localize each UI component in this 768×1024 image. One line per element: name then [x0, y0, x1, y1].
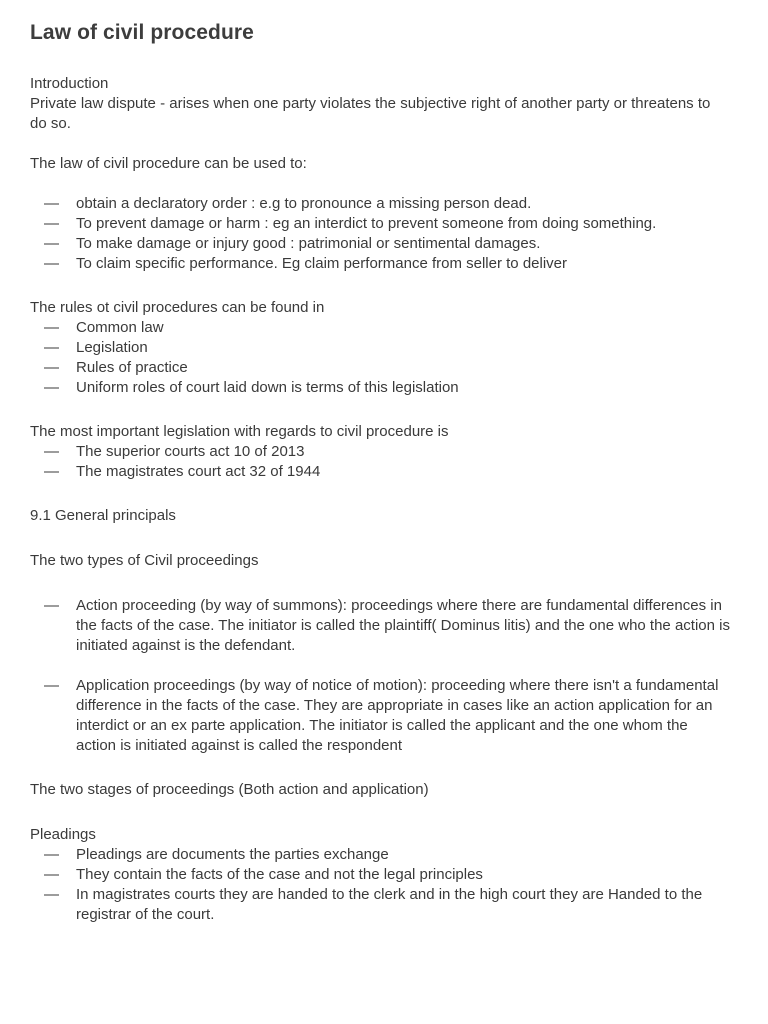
- list-item: — To prevent damage or harm : eg an interdict to prevent someone from doing something.: [44, 215, 657, 232]
- dash-bullet: —: [44, 886, 59, 903]
- uses-lead: The law of civil procedure can be used to:: [30, 155, 307, 172]
- pleadings-heading: Pleadings: [30, 826, 96, 843]
- list-item: — Pleadings are documents the parties exchange: [44, 846, 389, 863]
- list-item: — Common law: [44, 319, 164, 336]
- list-item: — To make damage or injury good : patrimonial or sentimental damages.: [44, 235, 541, 252]
- list-item: — Rules of practice: [44, 359, 188, 376]
- dash-bullet: —: [44, 846, 59, 863]
- intro-heading: Introduction: [30, 75, 109, 92]
- dash-bullet: —: [44, 379, 59, 396]
- dash-bullet: —: [44, 195, 59, 212]
- dash-bullet: —: [44, 339, 59, 356]
- types-list: [30, 596, 730, 756]
- list-item: — The magistrates court act 32 of 1944: [44, 463, 321, 480]
- note-document: [30, 18, 730, 925]
- dash-bullet: —: [44, 215, 59, 232]
- sources-list: [30, 318, 730, 398]
- list-item: — Uniform roles of court laid down is terms of this legislation: [44, 379, 459, 396]
- dash-bullet: —: [44, 255, 59, 272]
- list-item: — Action proceeding (by way of summons): proceedings where there are fundamental differences in the facts of the case. The initiator is called the plaintiff( Dominus litis) and the one who the action is initiated against is the defendant.: [44, 597, 730, 654]
- list-item: — In magistrates courts they are handed to the clerk and in the high court they are Handed to the registrar of the court.: [44, 886, 703, 923]
- intro-text: Private law dispute - arises when one party violates the subjective right of another party or threatens to do so.: [30, 95, 715, 132]
- stages-lead: The two stages of proceedings (Both action and application): [30, 781, 429, 798]
- dash-bullet: —: [44, 597, 59, 614]
- sources-lead: The rules ot civil procedures can be found in: [30, 299, 325, 316]
- list-item: — Legislation: [44, 339, 148, 356]
- pleadings-list: [30, 845, 730, 925]
- dash-bullet: —: [44, 235, 59, 252]
- uses-list: [30, 194, 730, 274]
- list-item: — obtain a declaratory order : e.g to pronounce a missing person dead.: [44, 195, 532, 212]
- note-title: Law of civil procedure: [30, 21, 254, 44]
- dash-bullet: —: [44, 319, 59, 336]
- list-item: — To claim specific performance. Eg claim performance from seller to deliver: [44, 255, 568, 272]
- legislation-lead: The most important legislation with regards to civil procedure is: [30, 423, 449, 440]
- list-item: — Application proceedings (by way of notice of motion): proceeding where there isn't a fundamental difference in the facts of the case. They are appropriate in cases like an action application for an interdict or an ex parte application. The initiator is called the applicant and the one whom the action is initiated against is called the respondent: [44, 677, 719, 754]
- dash-bullet: —: [44, 463, 59, 480]
- list-item: — They contain the facts of the case and not the legal principles: [44, 866, 483, 883]
- types-lead: The two types of Civil proceedings: [30, 552, 259, 569]
- dash-bullet: —: [44, 443, 59, 460]
- dash-bullet: —: [44, 866, 59, 883]
- legislation-list: [30, 442, 730, 482]
- dash-bullet: —: [44, 677, 59, 694]
- dash-bullet: —: [44, 359, 59, 376]
- list-item: — The superior courts act 10 of 2013: [44, 443, 305, 460]
- general-heading: 9.1 General principals: [30, 507, 176, 524]
